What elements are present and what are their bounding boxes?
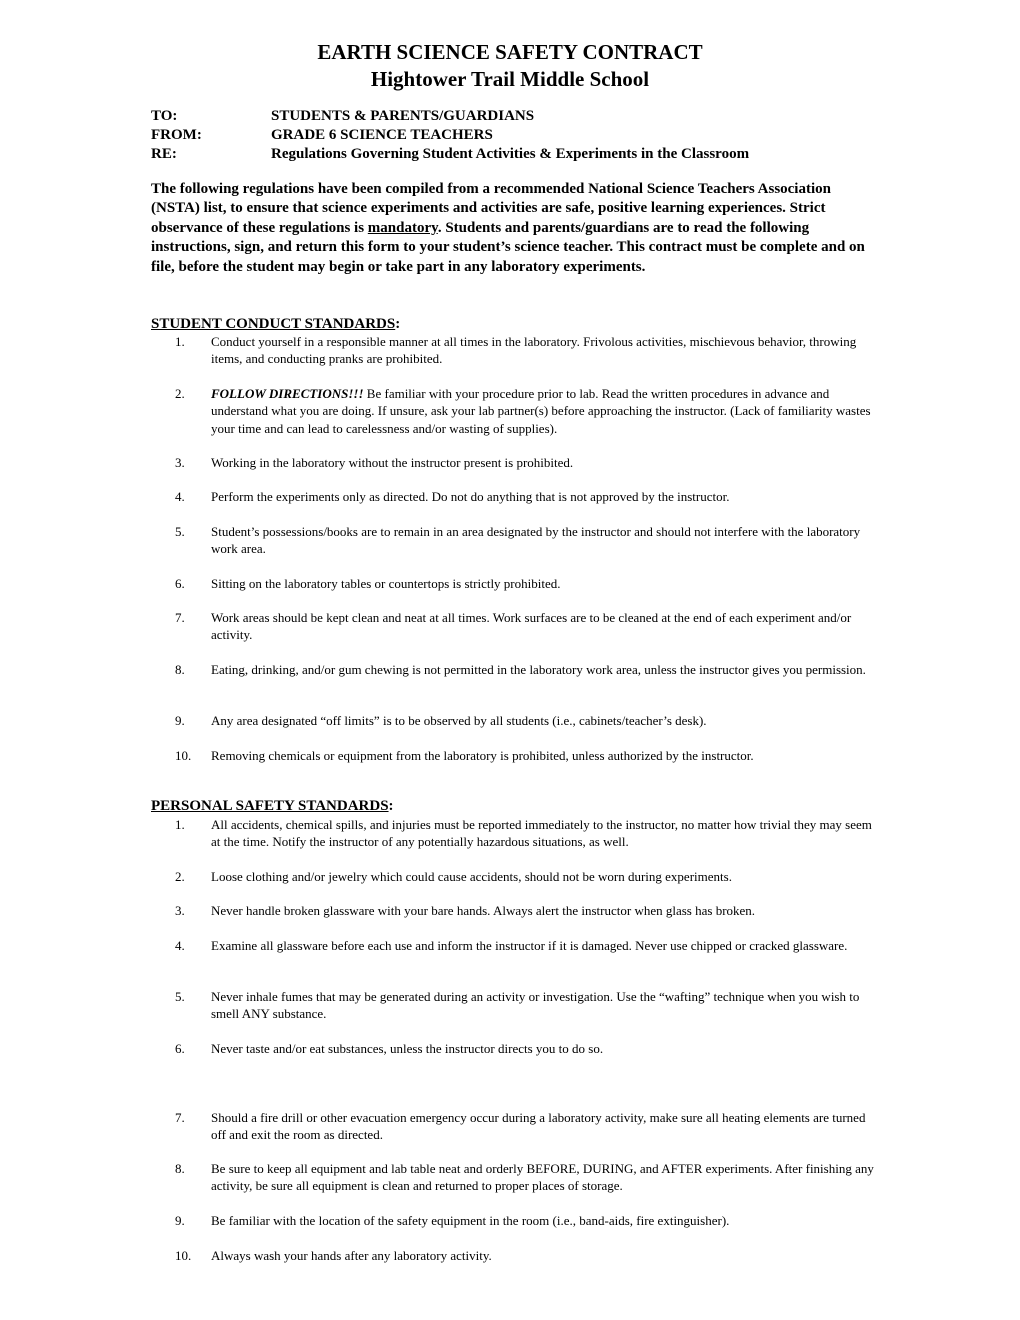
personal-safety-title: PERSONAL SAFETY STANDARDS xyxy=(151,798,389,814)
item-number: 8. xyxy=(175,662,185,677)
personal-safety-colon: : xyxy=(388,798,394,814)
item-text: Work areas should be kept clean and neat at all times. Work surfaces are to be cleaned at the end of each experiment and/or activity. xyxy=(211,610,852,643)
follow-directions-emphasis: FOLLOW DIRECTIONS!!! xyxy=(211,386,364,401)
item-number: 3. xyxy=(175,903,185,918)
item-text: Be familiar with the location of the safety equipment in the room (i.e., band-aids, fire extinguisher). xyxy=(211,1213,730,1228)
item-text: Working in the laboratory without the instructor present is prohibited. xyxy=(211,455,574,470)
safety-item xyxy=(175,1040,875,1057)
conduct-item xyxy=(175,712,875,729)
item-text: Examine all glassware before each use and inform the instructor if it is damaged. Never use chipped or cracked glassware. xyxy=(211,938,848,953)
conduct-item xyxy=(175,575,875,592)
memo-re-line xyxy=(151,145,749,164)
conduct-item xyxy=(175,385,875,437)
item-text: Loose clothing and/or jewelry which could cause accidents, should not be worn during experiments. xyxy=(211,869,732,884)
memo-from-line xyxy=(151,126,493,145)
item-text: Student’s possessions/books are to remain in an area designated by the instructor and should not interfere with the laboratory work area. xyxy=(211,524,861,557)
student-conduct-colon: : xyxy=(395,316,401,332)
item-number: 5. xyxy=(175,524,185,539)
item-number: 4. xyxy=(175,489,185,504)
safety-item xyxy=(175,937,875,954)
item-number: 1. xyxy=(175,334,185,349)
memo-to-line xyxy=(151,107,534,126)
conduct-item xyxy=(175,747,875,764)
intro-text-1: The following regulations have been compiled from a recommended National Science Teachers Association (NSTA) list, to ensure that science experiments and activities are safe, positive learning experiences. Strict observance of these regulations is xyxy=(151,181,831,236)
item-text: Any area designated “off limits” is to be observed by all students (i.e., cabinets/teacher’s desk). xyxy=(211,713,707,728)
item-text: Always wash your hands after any laboratory activity. xyxy=(211,1248,492,1263)
item-number: 6. xyxy=(175,1041,185,1056)
item-number: 7. xyxy=(175,1110,185,1125)
school-name: Hightower Trail Middle School xyxy=(370,67,650,91)
memo-to-value: STUDENTS & PARENTS/GUARDIANS xyxy=(271,108,535,124)
intro-text-2: . Students and parents/guardians are to read the following instructions, sign, and return this form to your student’s science teacher. This contract must be complete and on file, before the student may begin or take part in any laboratory experiments. xyxy=(151,219,865,275)
item-number: 2. xyxy=(175,386,185,401)
item-number: 5. xyxy=(175,989,185,1004)
item-number: 2. xyxy=(175,869,185,884)
student-conduct-title: STUDENT CONDUCT STANDARDS xyxy=(151,316,396,332)
item-number: 6. xyxy=(175,576,185,591)
item-text: Never handle broken glassware with your bare hands. Always alert the instructor when glass has broken. xyxy=(211,903,756,918)
safety-item xyxy=(175,1160,875,1195)
memo-from-label: FROM: xyxy=(151,127,202,143)
item-text: Eating, drinking, and/or gum chewing is not permitted in the laboratory work area, unless the instructor gives you permission. xyxy=(211,662,866,677)
safety-item xyxy=(175,816,875,851)
item-number: 8. xyxy=(175,1161,185,1176)
item-text: Sitting on the laboratory tables or countertops is strictly prohibited. xyxy=(211,576,561,591)
item-text: Be familiar with your procedure prior to lab. Read the written procedures in advance and understand what you are doing. If unsure, ask your lab partner(s) before approaching the instructor. (Lack of familiarity wastes your time and can lead to carelessness and/or wasting of supplies). xyxy=(211,386,871,436)
item-text: All accidents, chemical spills, and injuries must be reported immediately to the instructor, no matter how trivial they may seem at the time. Notify the instructor of any potentially hazardous situations, as well. xyxy=(211,817,872,850)
item-text-container xyxy=(211,385,875,437)
memo-from-value: GRADE 6 SCIENCE TEACHERS xyxy=(271,127,493,143)
safety-item xyxy=(175,1247,875,1264)
conduct-item xyxy=(175,523,875,558)
item-text: Removing chemicals or equipment from the laboratory is prohibited, unless authorized by the instructor. xyxy=(211,748,754,763)
conduct-item xyxy=(175,609,875,644)
intro-paragraph xyxy=(151,180,871,277)
memo-re-value: Regulations Governing Student Activities & Experiments in the Classroom xyxy=(271,146,750,162)
conduct-item xyxy=(175,488,875,505)
item-number: 7. xyxy=(175,610,185,625)
intro-mandatory: mandatory xyxy=(367,219,438,236)
document-title: EARTH SCIENCE SAFETY CONTRACT xyxy=(317,40,703,64)
memo-re-label: RE: xyxy=(151,146,177,162)
item-number: 3. xyxy=(175,455,185,470)
personal-safety-heading xyxy=(151,797,394,816)
student-conduct-heading xyxy=(151,315,400,334)
item-number: 9. xyxy=(175,1213,185,1228)
conduct-item xyxy=(175,454,875,471)
item-text: Never taste and/or eat substances, unless the instructor directs you to do so. xyxy=(211,1041,604,1056)
safety-item xyxy=(175,902,875,919)
item-number: 9. xyxy=(175,713,185,728)
item-text: Never inhale fumes that may be generated during an activity or investigation. Use the “wafting” technique when you wish to smell ANY substance. xyxy=(211,989,860,1022)
item-text: Conduct yourself in a responsible manner at all times in the laboratory. Frivolous activities, mischievous behavior, throwing items, and conducting pranks are prohibited. xyxy=(211,334,857,367)
safety-item xyxy=(175,988,875,1023)
item-text: Should a fire drill or other evacuation emergency occur during a laboratory activity, make sure all heating elements are turned off and exit the room as directed. xyxy=(211,1110,866,1143)
conduct-item xyxy=(175,333,875,368)
safety-item xyxy=(175,868,875,885)
item-text: Perform the experiments only as directed. Do not do anything that is not approved by the instructor. xyxy=(211,489,730,504)
item-text: Be sure to keep all equipment and lab table neat and orderly BEFORE, DURING, and AFTER experiments. After finishing any activity, be sure all equipment is clean and returned to proper places of storage. xyxy=(211,1161,874,1194)
item-number: 10. xyxy=(175,748,192,763)
conduct-item xyxy=(175,661,875,678)
item-number: 1. xyxy=(175,817,185,832)
item-number: 10. xyxy=(175,1248,192,1263)
memo-to-label: TO: xyxy=(151,108,178,124)
item-number: 4. xyxy=(175,938,185,953)
safety-item xyxy=(175,1109,875,1144)
safety-item xyxy=(175,1212,875,1229)
